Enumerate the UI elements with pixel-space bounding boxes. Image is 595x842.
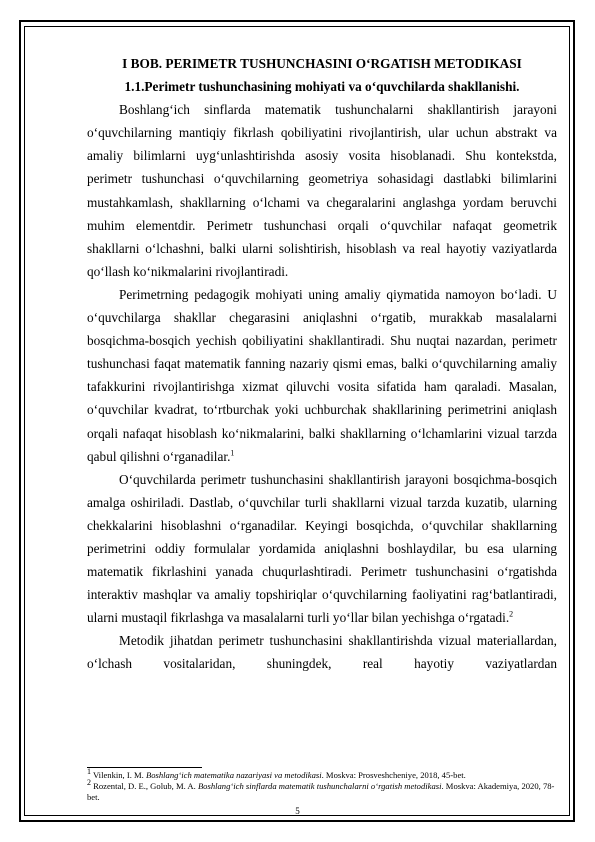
footnote-title: Boshlang‘ich sinflarda matematik tushunchalarni o‘rgatish metodikasi — [197, 781, 442, 791]
page-number: 5 — [295, 806, 300, 816]
footnote-author: Rozental, D. E., Golub, M. A. — [91, 781, 198, 791]
footnote-1 — [87, 767, 557, 781]
paragraph-1 — [87, 98, 557, 283]
footnote-source: . Moskva: Akademiya, 2020, 78-bet. — [87, 781, 555, 802]
paragraph-text: Perimetrning pedagogik mohiyati uning amaliy qiymatida namoyon bo‘ladi. U o‘quvchilarga shakllar chegarasini aniqlashni o‘rgatib, murakkab masalalarni bosqichma-bosqich yechish qobiliyatini shakllantiradi. Shu nuqtai nazardan, perimetr tushunchasi faqat matematik fanning nazariy qismi emas, balki o‘quvchilarning amaliy tafakkurini rivojlantirishga xizmat qiluvchi vosita sifatida ham qaraladi. Masalan, o‘quvchilar kvadrat, to‘rtburchak yoki uchburchak shakllarining perimetrini aniqlash orqali nafaqat hisoblash ko‘nikmalarini, balki shakllarning o‘lchamlarini vizual tarzda qabul qilishni o‘rganadilar. — [87, 286, 557, 464]
footnote-title: Boshlang‘ich matematika nazariyasi va metodikasi — [145, 770, 322, 780]
footnote-number: 2 — [87, 778, 91, 788]
chapter-title: I BOB. PERIMETR TUSHUNCHASINI O‘RGATISH METODIKASI — [122, 56, 522, 71]
footnote-author: Vilenkin, I. M. — [91, 770, 146, 780]
footnote-number: 1 — [87, 767, 91, 777]
paragraph-4 — [87, 629, 557, 675]
paragraph-text: Metodik jihatdan perimetr tushunchasini shakllantirishda vizual materiallardan, o‘lchash vositalaridan, shuningdek, real hayotiy vaziyatlardan — [87, 633, 557, 672]
paragraph-2 — [87, 283, 557, 468]
page-body — [87, 52, 557, 676]
footnotes — [87, 767, 557, 803]
paragraph-3 — [87, 468, 557, 630]
footnote-ref[interactable]: 1 — [230, 448, 235, 458]
footnote-separator — [87, 767, 202, 768]
footnote-2 — [87, 778, 557, 803]
footnote-ref[interactable]: 2 — [509, 609, 514, 619]
section-title: 1.1.Perimetr tushunchasining mohiyati va o‘quvchilarda shakllanishi. — [124, 79, 520, 95]
paragraph-text: Boshlang‘ich sinflarda matematik tushunchalarni shakllantirish jarayoni o‘quvchilarning mantiqiy fikrlash qobiliyatini rivojlantirish, ular uchun abstrakt va amaliy bilimlarni uyg‘unlashtirishda asosiy vosita hisoblanadi. Shu kontekstda, perimetr tushunchasi o‘quvchilarning geometriya sohasidagi dastlabki bilimlarini mustahkamlash, shakllarning o‘lchami va chegaralarini anglashga yordam beruvchi muhim elementdir. Perimetr tushunchasi orqali o‘quvchilar nafaqat geometrik shakllarni o‘lchashni, balki ularni solishtirish, hisoblash va real hayotiy vaziyatlarda qo‘llash ko‘nikmalarini rivojlantiradi. — [87, 102, 557, 279]
footnote-source: . Moskva: Prosveshcheniye, 2018, 45-bet. — [321, 770, 466, 780]
paragraph-text: O‘quvchilarda perimetr tushunchasini shakllantirish jarayoni bosqichma-bosqich amalga oshiriladi. Dastlab, o‘quvchilar turli shakllarni vizual tarzda kuzatib, ularning chekkalarini hisoblashni o‘rganadilar. Keyingi bosqichda, o‘quvchilar shakllarning perimetrini oddiy formulalar yordamida aniqlashni boshlaydilar, bu esa ularning matematik fikrlashini yanada chuqurlashtiradi. Perimetr tushunchasini o‘rgatishda interaktiv mashqlar va amaliy topshiriqlar o‘quvchilarning faoliyatini rag‘batlantiradi, ularni mustaqil fikrlashga va masalalarni turli yo‘llar bilan yechishga o‘rgatadi. — [87, 471, 557, 626]
